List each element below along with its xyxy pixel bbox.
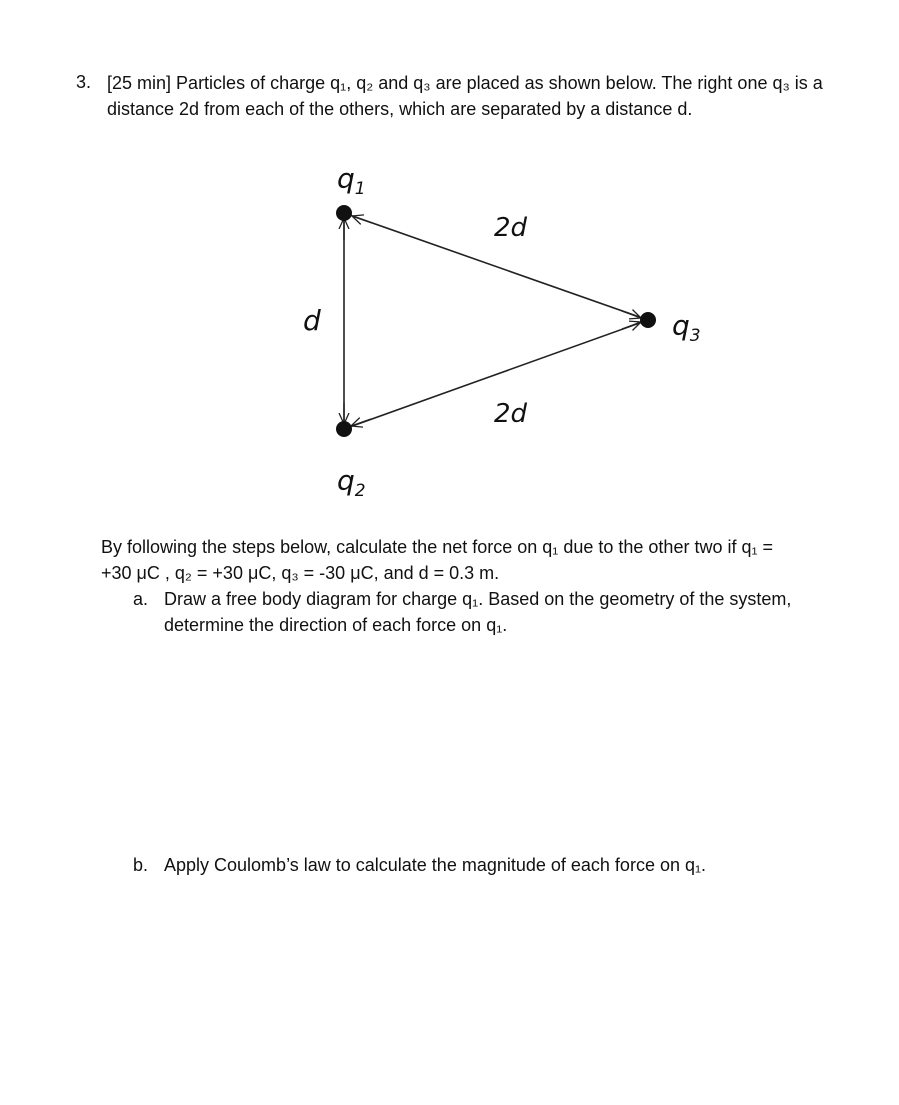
arrow-at-q3-lower — [622, 322, 641, 329]
label-left-d: d — [303, 304, 321, 337]
charge-q1-dot — [336, 205, 352, 221]
steps-line2: +30 μC , q₂ = +30 μC, q₃ = -30 μC, and d = 0.3 m. — [101, 563, 500, 583]
problem-intro-line1: Particles of charge q₁, q₂ and q₃ are placed as shown below. The right one q₃ is a — [176, 73, 823, 93]
arrow-at-q3-upper — [622, 311, 641, 318]
label-bottom-2d: 2d — [494, 399, 528, 429]
part-a-line2: determine the direction of each force on q₁. — [164, 615, 508, 635]
part-a-line1: Draw a free body diagram for charge q₁. Based on the geometry of the system, — [164, 589, 792, 609]
label-q3: $q_3$ — [672, 309, 701, 346]
charge-q3-dot — [640, 312, 656, 328]
part-b-label: b. — [133, 855, 149, 875]
part-a-label: a. — [133, 589, 149, 609]
label-top-2d: 2d — [494, 213, 528, 243]
arrow-at-q1-diagonal — [352, 216, 372, 223]
problem-intro-line2: distance 2d from each of the others, which are separated by a distance d. — [107, 99, 693, 119]
arrow-at-q2-diagonal — [351, 419, 371, 426]
part-a-text — [164, 586, 864, 638]
steps-instructions — [101, 534, 861, 586]
part-b-line1: Apply Coulomb’s law to calculate the magnitude of each force on q₁. — [164, 855, 707, 875]
part-b-text — [164, 852, 864, 878]
problem-number: 3. — [76, 72, 92, 92]
steps-line1: By following the steps below, calculate the net force on q₁ due to the other two if q₁ = — [101, 537, 774, 557]
problem-time: [25 min] — [107, 73, 172, 93]
charge-q2-dot — [336, 421, 352, 437]
label-q2: $q_2$ — [337, 464, 366, 501]
label-q1: $q_1$ — [337, 162, 366, 199]
